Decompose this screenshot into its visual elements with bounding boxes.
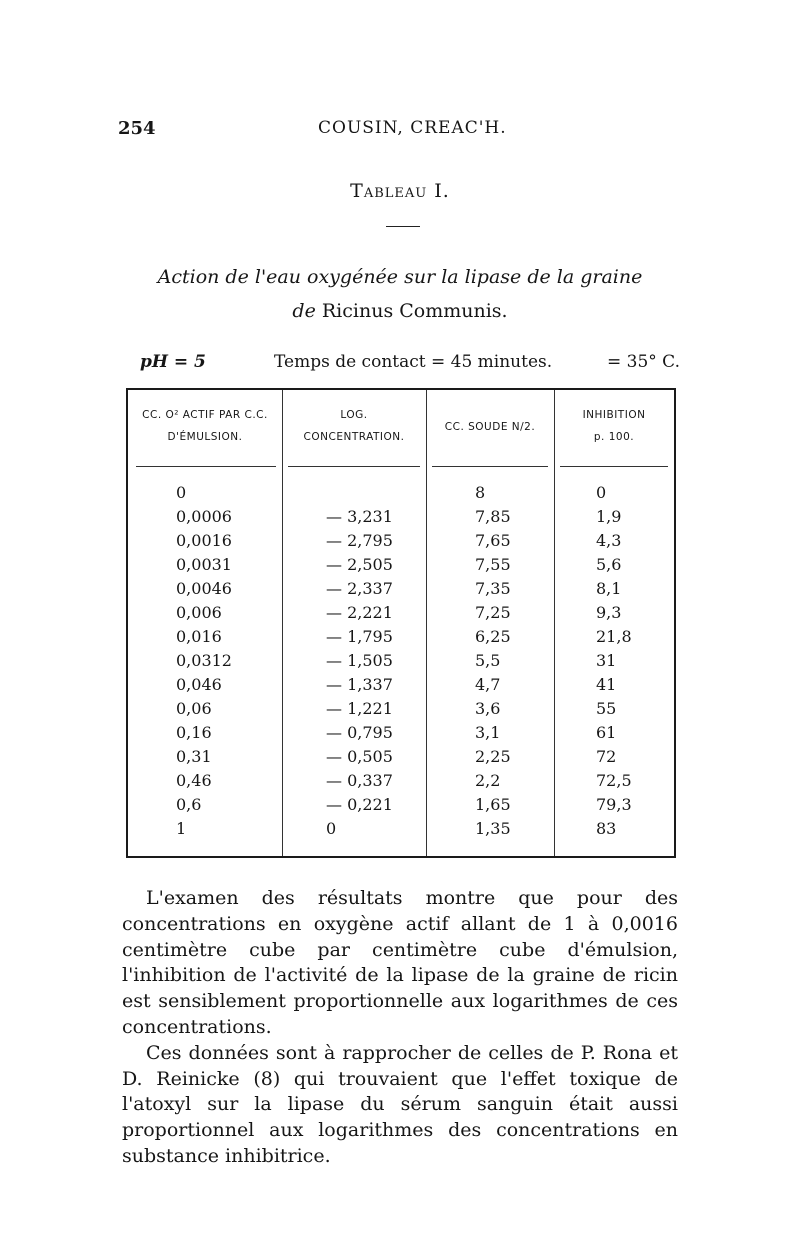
body-text xyxy=(122,886,678,1170)
cell-inhibition: 61 xyxy=(596,723,617,742)
cell-log: — 1,337 xyxy=(326,675,393,694)
cell-log: — 1,795 xyxy=(326,627,393,646)
table-row xyxy=(128,747,674,771)
cell-inhibition: 79,3 xyxy=(596,795,632,814)
table-row xyxy=(128,627,674,651)
cell-log: — 0,221 xyxy=(326,795,393,814)
paragraph: L'examen des résultats montre que pour des concentrations en oxygène actif allant de 1 à 0,0016 centimètre cube par centimètre cube d'émulsion, l'inhibition de l'activité de la lipase de la graine de ricin est sensiblement proportionnelle aux logarithmes de ces concentrations. xyxy=(122,887,678,1038)
cell-log: 0 xyxy=(326,819,337,838)
cell-soude: 7,85 xyxy=(475,507,511,526)
column-header-line: p. 100. xyxy=(593,431,635,443)
table-caption-line1: Action de l'eau oxygénée sur la lipase de la graine xyxy=(157,266,643,288)
cell-soude: 5,5 xyxy=(475,651,501,670)
page-number: 254 xyxy=(118,118,156,139)
cell-log: — 2,221 xyxy=(326,603,393,622)
cell-inhibition: 72 xyxy=(596,747,617,766)
running-head xyxy=(118,118,678,142)
cell-inhibition: 31 xyxy=(596,651,617,670)
column-header-line: CONCENTRATION. xyxy=(303,431,405,443)
cell-oxygen: 0,06 xyxy=(176,699,212,718)
cell-oxygen: 0,0312 xyxy=(176,651,232,670)
cell-soude: 1,65 xyxy=(475,795,511,814)
cell-inhibition: 1,9 xyxy=(596,507,622,526)
cell-oxygen: 0,006 xyxy=(176,603,222,622)
table-row xyxy=(128,651,674,675)
cell-soude: 4,7 xyxy=(475,675,501,694)
condition-ph: pH = 5 xyxy=(140,352,206,372)
paragraph: Ces données sont à rapprocher de celles de P. Rona et D. Reinicke (8) qui trouvaient que l'effet toxique de l'atoxyl sur la lipase du sérum sanguin était aussi proportionnel aux logarithmes des concentrations en substance inhibitrice. xyxy=(122,1041,678,1167)
cell-oxygen: 0 xyxy=(176,483,187,502)
cell-soude: 2,25 xyxy=(475,747,511,766)
cell-soude: 1,35 xyxy=(475,819,511,838)
cell-inhibition: 21,8 xyxy=(596,627,632,646)
table-row xyxy=(128,483,674,507)
caption-preposition: de xyxy=(292,300,316,322)
cell-log: — 0,505 xyxy=(326,747,393,766)
cell-soude: 7,55 xyxy=(475,555,511,574)
cell-oxygen: 0,31 xyxy=(176,747,212,766)
cell-log: — 2,795 xyxy=(326,531,393,550)
cell-oxygen: 0,0006 xyxy=(176,507,232,526)
cell-soude: 6,25 xyxy=(475,627,511,646)
cell-inhibition: 8,1 xyxy=(596,579,622,598)
column-header-line: INHIBITION xyxy=(582,409,646,421)
data-table xyxy=(126,388,676,858)
column-header-line: CC. SOUDE N/2. xyxy=(444,421,536,433)
column-header-line: CC. O² ACTIF PAR C.C. xyxy=(142,409,268,421)
cell-log: — 0,795 xyxy=(326,723,393,742)
title-divider xyxy=(386,226,420,227)
cell-oxygen: 0,0031 xyxy=(176,555,232,574)
cell-inhibition: 0 xyxy=(596,483,607,502)
condition-contact-time: Temps de contact = 45 minutes. xyxy=(274,352,553,372)
table-row xyxy=(128,795,674,819)
running-title: COUSIN, CREAC'H. xyxy=(318,118,507,138)
cell-oxygen: 0,016 xyxy=(176,627,222,646)
cell-oxygen: 0,6 xyxy=(176,795,202,814)
table-row xyxy=(128,819,674,843)
table-row xyxy=(128,603,674,627)
cell-soude: 7,65 xyxy=(475,531,511,550)
column-header-line: D'ÉMULSION. xyxy=(167,431,243,443)
cell-soude: 7,25 xyxy=(475,603,511,622)
cell-log: — 2,505 xyxy=(326,555,393,574)
cell-inhibition: 72,5 xyxy=(596,771,632,790)
table-title: Tableau I. xyxy=(350,180,450,202)
table-row xyxy=(128,699,674,723)
cell-inhibition: 4,3 xyxy=(596,531,622,550)
cell-oxygen: 0,16 xyxy=(176,723,212,742)
cell-inhibition: 9,3 xyxy=(596,603,622,622)
cell-log: — 0,337 xyxy=(326,771,393,790)
cell-inhibition: 83 xyxy=(596,819,617,838)
cell-log: — 2,337 xyxy=(326,579,393,598)
header-rule xyxy=(560,466,668,467)
column-header-line: LOG. xyxy=(340,409,368,421)
table-row xyxy=(128,531,674,555)
condition-temperature: = 35° C. xyxy=(607,352,680,372)
header-rule xyxy=(288,466,420,467)
cell-soude: 3,6 xyxy=(475,699,501,718)
table-row xyxy=(128,723,674,747)
cell-oxygen: 1 xyxy=(176,819,187,838)
cell-soude: 2,2 xyxy=(475,771,501,790)
column-header-inhibition xyxy=(554,404,674,448)
table-row xyxy=(128,579,674,603)
cell-inhibition: 41 xyxy=(596,675,617,694)
cell-oxygen: 0,0046 xyxy=(176,579,232,598)
cell-soude: 7,35 xyxy=(475,579,511,598)
cell-log: — 1,505 xyxy=(326,651,393,670)
cell-soude: 3,1 xyxy=(475,723,501,742)
table-caption-line2 xyxy=(0,300,800,322)
cell-oxygen: 0,46 xyxy=(176,771,212,790)
experiment-conditions xyxy=(140,352,680,376)
cell-oxygen: 0,046 xyxy=(176,675,222,694)
table-row xyxy=(128,555,674,579)
table-row xyxy=(128,507,674,531)
cell-inhibition: 55 xyxy=(596,699,617,718)
cell-log: — 1,221 xyxy=(326,699,393,718)
cell-inhibition: 5,6 xyxy=(596,555,622,574)
column-header-soude xyxy=(426,416,554,438)
header-rule xyxy=(432,466,548,467)
column-header-oxygen xyxy=(128,404,282,448)
table-row xyxy=(128,771,674,795)
cell-log: — 3,231 xyxy=(326,507,393,526)
header-rule xyxy=(136,466,276,467)
caption-species: Ricinus Communis. xyxy=(321,300,508,322)
cell-oxygen: 0,0016 xyxy=(176,531,232,550)
cell-soude: 8 xyxy=(475,483,486,502)
table-row xyxy=(128,675,674,699)
column-header-log xyxy=(282,404,426,448)
